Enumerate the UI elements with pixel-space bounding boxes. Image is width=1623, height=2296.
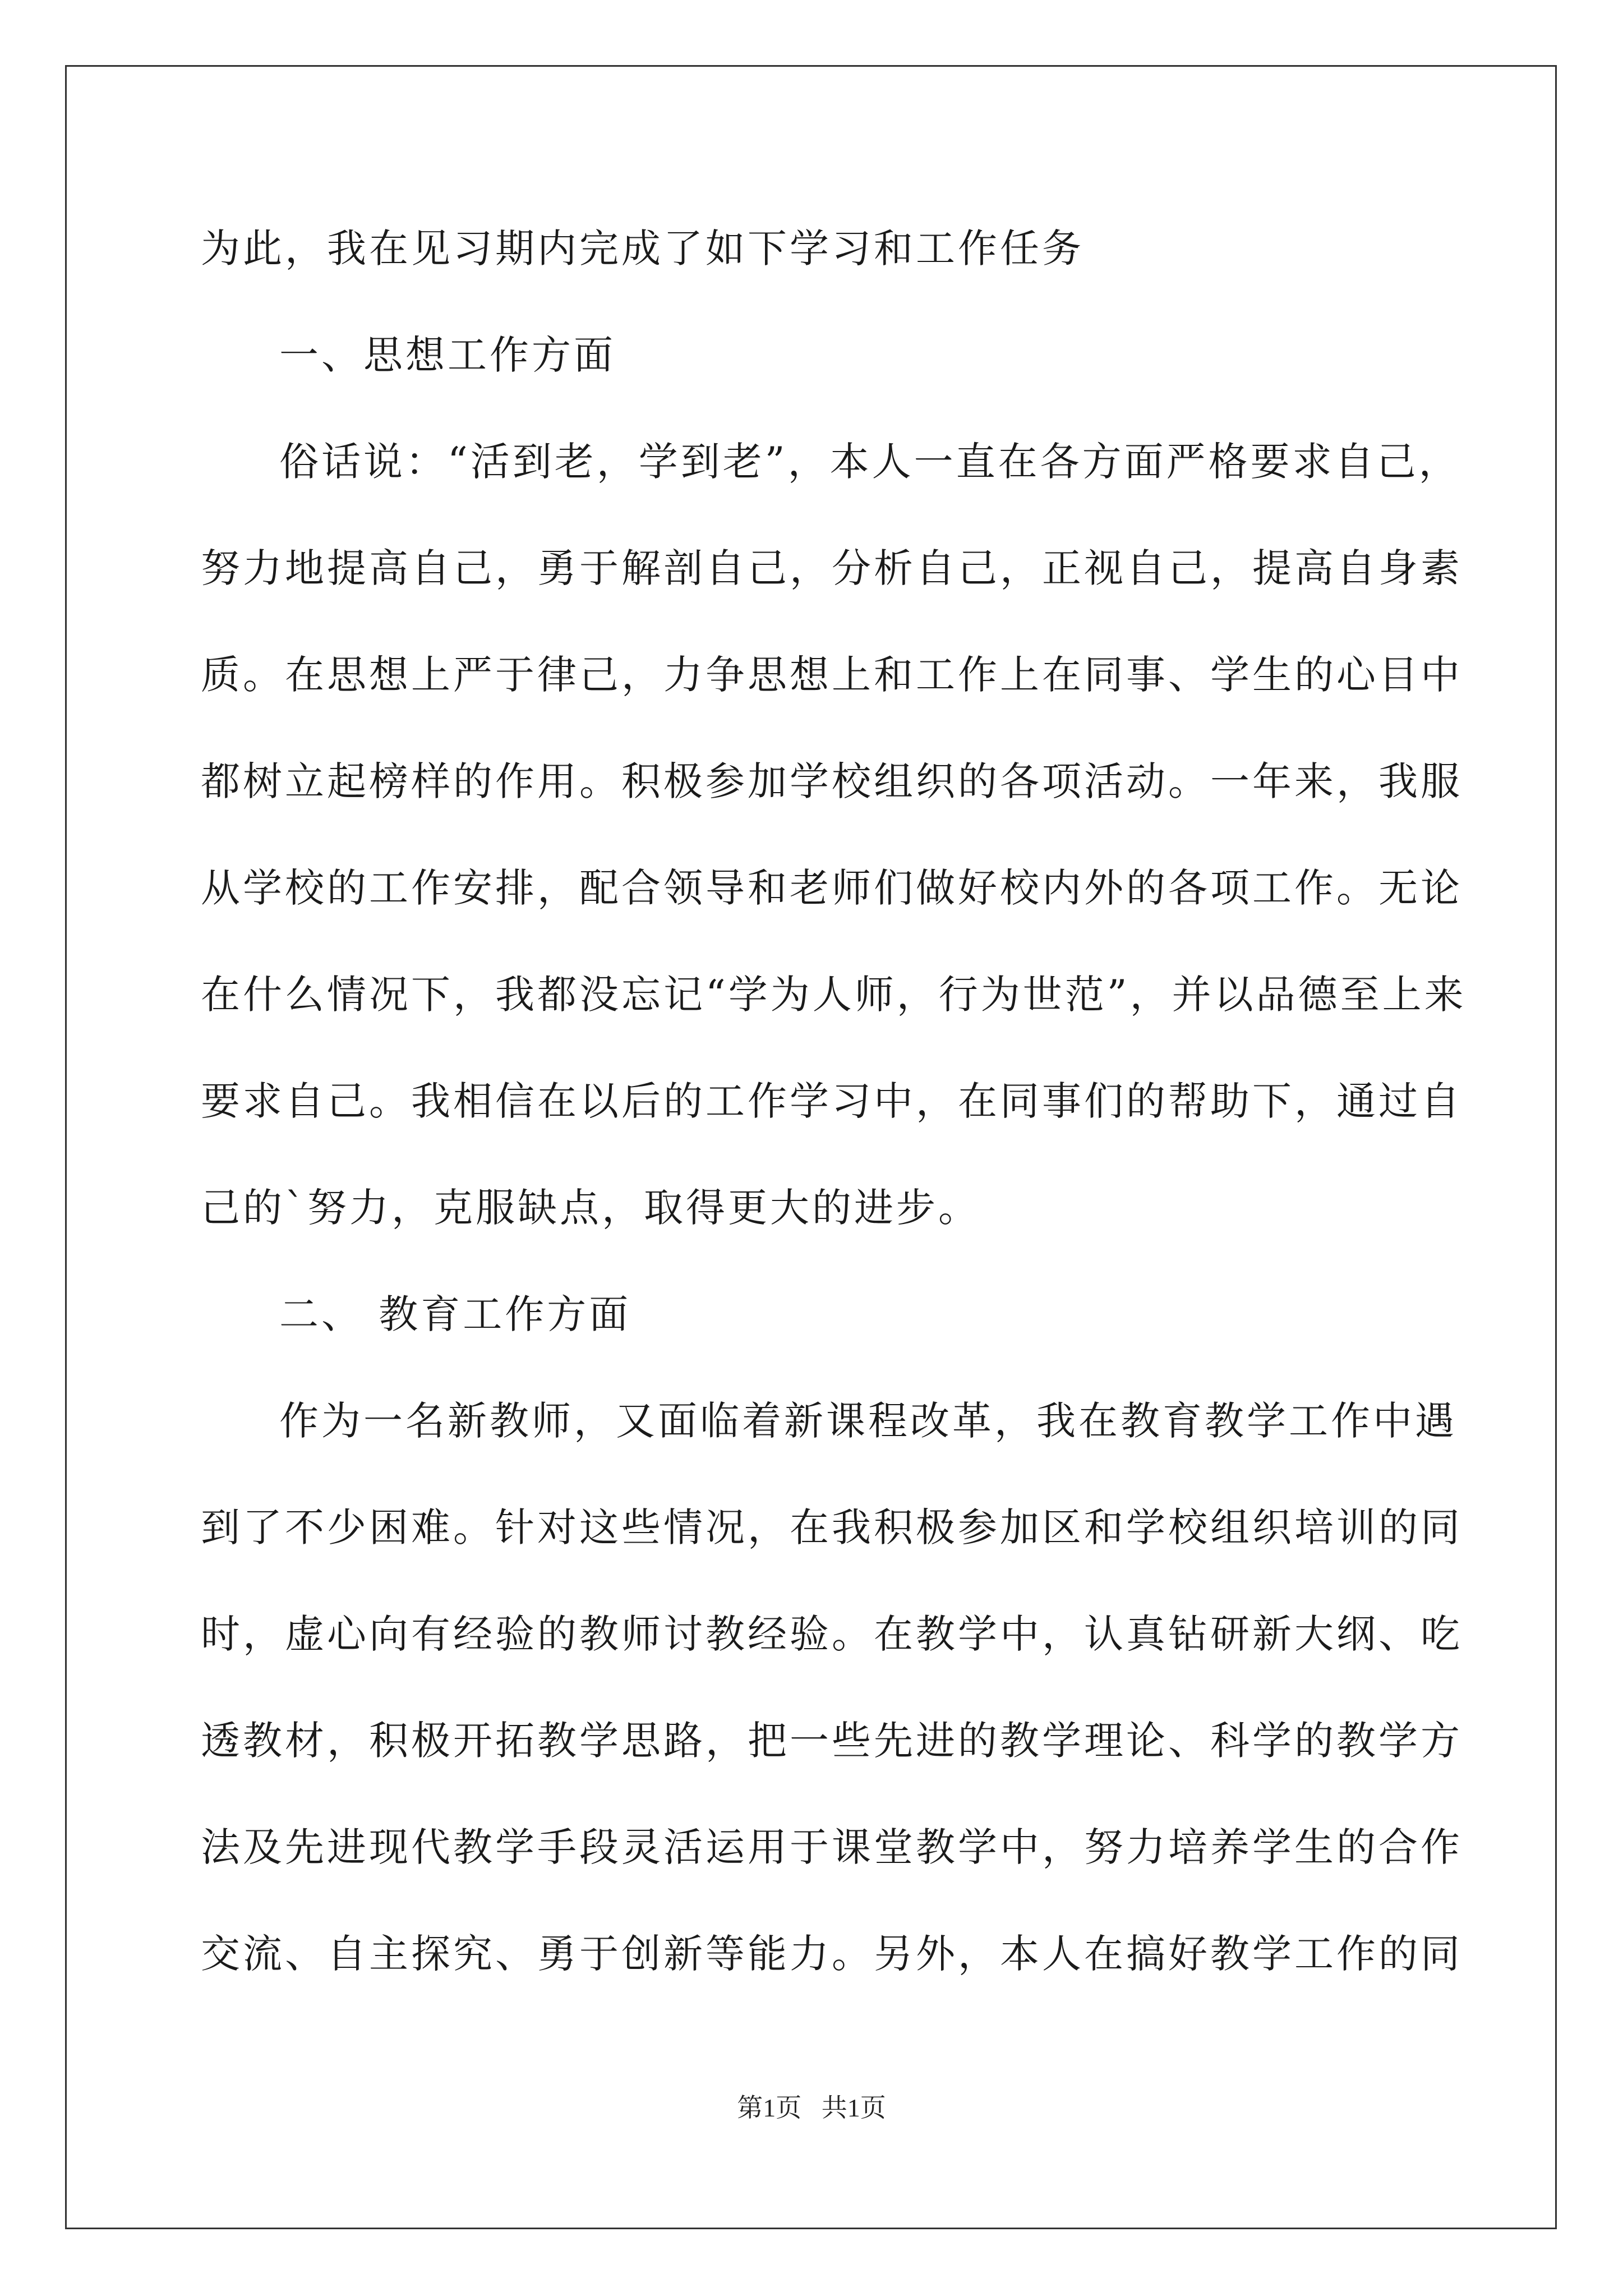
section-heading: 二、 教育工作方面 [279,1291,631,1337]
page-footer [0,2091,1623,2125]
text-line: 法及先进现代教学手段灵活运用于课堂教学中，努力培养学生的合作 [201,1824,1463,1870]
text-line: 都树立起榜样的作用。积极参加学校组织的各项活动。一年来，我服 [201,758,1463,804]
text-line: 己的`努力，克服缺点，取得更大的进步。 [201,1185,980,1231]
section-heading: 一、思想工作方面 [279,332,616,378]
page-total: 共1页 [821,2093,886,2122]
text-line: 到了不少困难。针对这些情况，在我积极参加区和学校组织培训的同 [201,1504,1463,1550]
text-line: 交流、自主探究、勇于创新等能力。另外，本人在搞好教学工作的同 [201,1931,1463,1977]
text-line: 为此，我在见习期内完成了如下学习和工作任务 [201,226,1084,272]
text-line: 在什么情况下，我都没忘记“学为人师，行为世范”，并以品德至上来 [201,972,1467,1018]
text-line: 时，虚心向有经验的教师讨教经验。在教学中，认真钻研新大纲、吃 [201,1611,1463,1657]
text-line: 努力地提高自己，勇于解剖自己，分析自己，正视自己，提高自身素 [201,545,1463,591]
text-line: 要求自己。我相信在以后的工作学习中，在同事们的帮助下，通过自 [201,1078,1463,1124]
text-line: 从学校的工作安排，配合领导和老师们做好校内外的各项工作。无论 [201,865,1463,911]
text-line: 透教材，积极开拓教学思路，把一些先进的教学理论、科学的教学方 [201,1718,1463,1764]
text-line: 俗话说：“活到老，学到老”，本人一直在各方面严格要求自己， [279,439,1461,485]
page-number: 第1页 [737,2093,802,2122]
text-line: 作为一名新教师，又面临着新课程改革，我在教育教学工作中遇 [279,1398,1457,1444]
text-line: 质。在思想上严于律己，力争思想上和工作上在同事、学生的心目中 [201,652,1463,698]
